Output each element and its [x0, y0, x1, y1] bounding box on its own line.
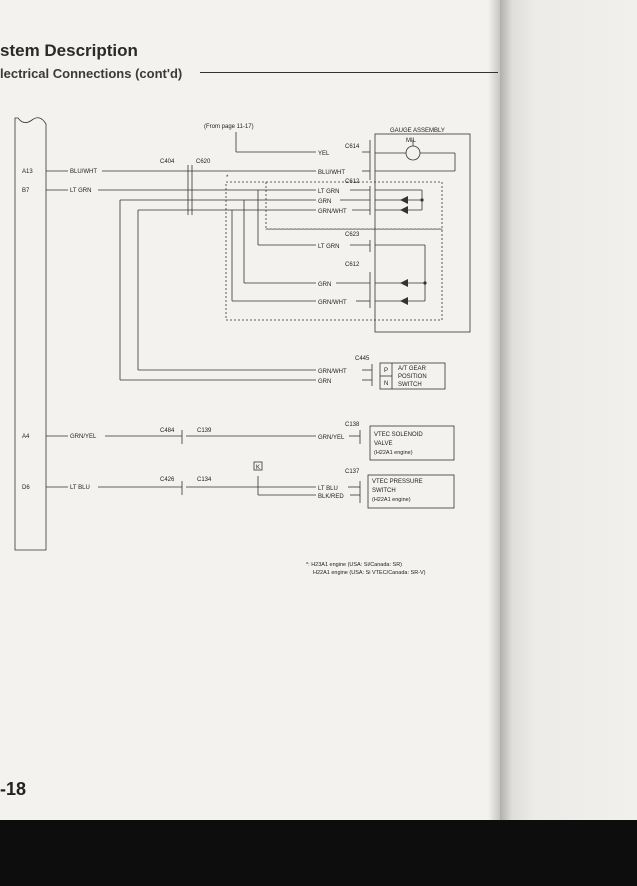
pin-d6: D6: [22, 485, 30, 491]
pin-a13: A13: [22, 169, 33, 175]
wire-grn-wht-upper: GRN/WHT: [318, 209, 347, 215]
at-gear-n: N: [384, 381, 389, 387]
connector-c445: C445: [355, 356, 370, 362]
wire-grn-yel-right: GRN/YEL: [318, 435, 345, 441]
connector-c404: C404: [160, 159, 175, 165]
vtec-pressure-line1: VTEC PRESSURE: [372, 479, 423, 485]
connector-c612-upper: C612: [345, 179, 360, 185]
connector-c139: C139: [197, 428, 212, 434]
gauge-assembly-box: [375, 134, 470, 332]
mil-label: MIL: [406, 138, 417, 144]
section-subtitle: lectrical Connections (cont'd): [0, 66, 183, 81]
connector-c620: C620: [196, 159, 211, 165]
wire-grn-wht-lower: GRN/WHT: [318, 300, 347, 306]
wire-lt-grn-c623: LT GRN: [318, 244, 340, 250]
wire-grn-upper: GRN: [318, 199, 332, 205]
connector-c612-lower: C612: [345, 262, 360, 268]
connector-c614: C614: [345, 144, 360, 150]
vtec-solenoid-line2: VALVE: [374, 441, 393, 447]
vtec-solenoid-line1: VTEC SOLENOID: [374, 432, 423, 438]
wire-grn-lower: GRN: [318, 282, 332, 288]
wire-grn-wht-c445: GRN/WHT: [318, 369, 347, 375]
page-number: -18: [0, 779, 27, 799]
wire-lt-blu-right: LT BLU: [318, 486, 338, 492]
vtec-pressure-line3: (H22A1 engine): [372, 497, 411, 503]
wire-lt-grn-right: LT GRN: [318, 189, 340, 195]
gauge-assembly-title: GAUGE ASSEMBLY: [390, 128, 445, 134]
wire-lt-blu-left: LT BLU: [70, 485, 90, 491]
at-gear-line1: A/T GEAR: [398, 366, 426, 372]
pin-b7: B7: [22, 188, 30, 194]
connector-c484: C484: [160, 428, 175, 434]
vtec-solenoid-line3: (H22A1 engine): [374, 450, 413, 456]
at-gear-line2: POSITION: [398, 374, 427, 380]
wire-blk-red: BLK/RED: [318, 494, 344, 500]
wire-grn-yel-left: GRN/YEL: [70, 434, 97, 440]
footnote-line2: H22A1 engine (USA: Si VTEC/Canada: SR-V): [313, 570, 426, 576]
connector-c426: C426: [160, 477, 175, 483]
vtec-pressure-line2: SWITCH: [372, 488, 396, 494]
connector-c138: C138: [345, 422, 360, 428]
wire-blu-wht-right: BLU/WHT: [318, 170, 345, 176]
pin-a4: A4: [22, 434, 30, 440]
from-page-note: (From page 11-17): [204, 124, 254, 130]
ecm-outline: [15, 118, 46, 550]
wire-lt-grn-left: LT GRN: [70, 188, 92, 194]
diode-symbols: [400, 196, 427, 305]
k-label: K: [256, 465, 261, 471]
wire-yel: YEL: [318, 151, 330, 157]
wire-grn-c445: GRN: [318, 379, 332, 385]
page-title: stem Description: [0, 41, 138, 60]
optional-star: *: [226, 175, 229, 181]
at-gear-line3: SWITCH: [398, 382, 422, 388]
wire-blu-wht-left: BLU/WHT: [70, 169, 97, 175]
connector-c623: C623: [345, 232, 360, 238]
scan-bottom-border: [0, 820, 637, 886]
connector-c134: C134: [197, 477, 212, 483]
at-gear-p: P: [384, 368, 389, 374]
connector-c137: C137: [345, 469, 360, 475]
footnote-line1: *: H23A1 engine (USA: Si/Canada: SR): [306, 562, 402, 568]
